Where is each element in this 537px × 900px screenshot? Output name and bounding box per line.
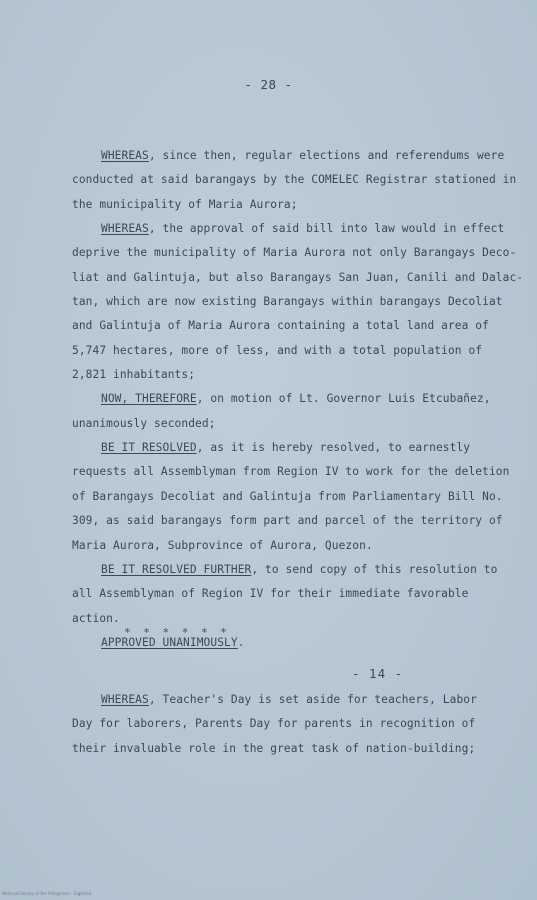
paragraph-line: WHEREAS, since then, regular elections and referendums were: [101, 149, 505, 162]
paragraph-line: all Assemblyman of Region IV for their immediate favorable: [72, 587, 469, 601]
section-separator: * * * * * *: [124, 626, 230, 639]
paragraph-line: unanimously seconded;: [72, 416, 216, 430]
paragraph-line: WHEREAS, the approval of said bill into law would in effect: [101, 222, 505, 236]
lead-phrase: NOW, THEREFORE: [101, 392, 197, 406]
lead-phrase: APPROVED UNANIMOUSLY: [101, 635, 238, 649]
paragraph-line: WHEREAS, Teacher's Day is set aside for teachers, Labor: [101, 693, 477, 706]
paragraph-line: requests all Assemblyman from Region IV to work for the deletion: [72, 465, 510, 479]
paragraph-line: 2,821 inhabitants;: [72, 368, 196, 382]
resolution-number: - 14 -: [352, 666, 404, 681]
archive-footer: National Library of the Philippines · Digitized: [2, 891, 92, 896]
lead-phrase: BE IT RESOLVED FURTHER: [101, 562, 252, 576]
paragraph-line: deprive the municipality of Maria Aurora not only Barangays Deco-: [72, 246, 517, 260]
lead-phrase: BE IT RESOLVED: [101, 441, 197, 455]
paragraph-line: conducted at said barangays by the COMELEC Registrar stationed in: [72, 173, 517, 187]
paragraph-line: tan, which are now existing Barangays within barangays Decoliat: [72, 295, 503, 309]
paragraph-line: the municipality of Maria Aurora;: [72, 197, 298, 211]
paragraph-line: and Galintuja of Maria Aurora containing a total land area of: [72, 319, 489, 333]
lead-phrase: WHEREAS: [101, 149, 149, 162]
paragraph-line: Maria Aurora, Subprovince of Aurora, Quezon.: [72, 538, 373, 552]
paragraph-line: BE IT RESOLVED, as it is hereby resolved, to earnestly: [101, 441, 471, 455]
paragraph-line: action.: [72, 611, 120, 625]
paragraph-line: BE IT RESOLVED FURTHER, to send copy of this resolution to: [101, 562, 498, 576]
paragraph-line: 5,747 hectares, more of less, and with a total population of: [72, 343, 483, 357]
resolution-body: [72, 144, 524, 655]
page-number: - 28 -: [244, 77, 293, 92]
next-resolution-body: [72, 688, 477, 761]
paragraph-line: NOW, THEREFORE, on motion of Lt. Governor Luis Etcubañez,: [101, 392, 491, 406]
paragraph-line: APPROVED UNANIMOUSLY.: [101, 635, 245, 649]
lead-phrase: WHEREAS: [101, 693, 149, 706]
paragraph-line: of Barangays Decoliat and Galintuja from Parliamentary Bill No.: [72, 489, 503, 503]
paragraph-line: 309, as said barangays form part and parcel of the territory of: [72, 514, 503, 528]
paragraph-line: liat and Galintuja, but also Barangays San Juan, Canili and Dalac-: [72, 270, 524, 284]
lead-phrase: WHEREAS: [101, 222, 149, 236]
paragraph-line: Day for laborers, Parents Day for parents in recognition of: [72, 717, 476, 731]
paragraph-line: their invaluable role in the great task of nation-building;: [72, 741, 476, 755]
